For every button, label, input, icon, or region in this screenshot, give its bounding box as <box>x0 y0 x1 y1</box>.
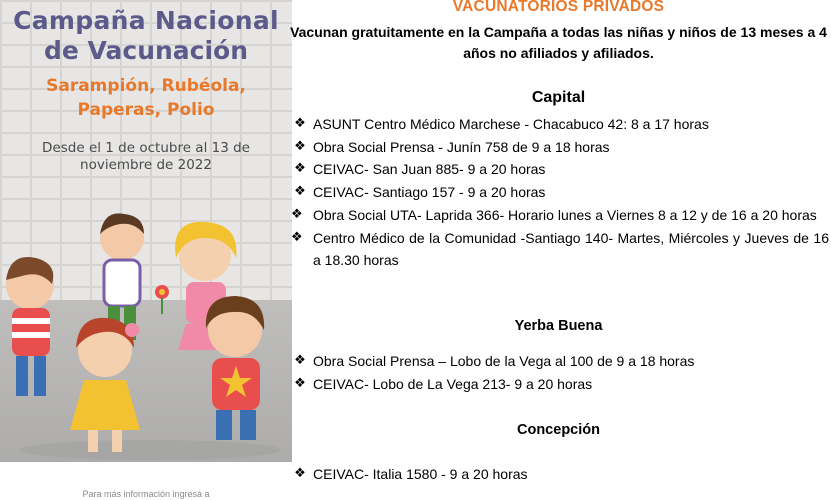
flower-figure <box>155 285 169 314</box>
list-item <box>291 158 829 181</box>
info-intro: Vacunan gratuitamente en la Campaña a todas las niñas y niños de 13 meses a 4 años no afiliados y afiliados. <box>290 24 827 61</box>
list-capital <box>291 113 829 272</box>
list-item-text: CEIVAC- Santiago 157 - 9 a 20 horas <box>313 184 546 201</box>
list-item <box>291 204 829 227</box>
list-item-text: CEIVAC- Lobo de La Vega 213- 9 a 20 horas <box>313 375 593 392</box>
diamond-bullet-icon: ❖ <box>294 353 306 368</box>
campaign-poster <box>0 0 292 500</box>
section-title-yerba-buena: Yerba Buena <box>514 318 603 334</box>
section-title-concepcion: Concepción <box>517 422 600 438</box>
poster-dates: Desde el 1 de octubre al 13 de noviembre de 2022 <box>42 140 250 173</box>
diamond-bullet-icon: ❖ <box>291 206 303 222</box>
poster-title-line2: de Vacunación <box>43 36 249 65</box>
list-item <box>291 227 829 272</box>
list-item <box>291 113 829 136</box>
diamond-bullet-icon: ❖ <box>294 375 306 391</box>
info-header: VACUNATORIOS PRIVADOS <box>452 0 665 15</box>
kid-left-figure <box>6 257 54 396</box>
list-item <box>291 350 829 373</box>
list-item-text: Obra Social Prensa - Junín 758 de 9 a 18 horas <box>313 138 610 155</box>
poster-diseases: Sarampión, Rubéola, Paperas, Polio <box>46 76 246 120</box>
list-item <box>291 373 829 396</box>
list-item-text: CEIVAC- Italia 1580 - 9 a 20 horas <box>313 466 528 482</box>
kid-boy-star-figure <box>206 296 264 440</box>
list-concepcion <box>291 463 829 486</box>
kid-girl-yellow-dress-figure <box>70 318 140 452</box>
section-title-capital: Capital <box>531 89 586 106</box>
diamond-bullet-icon: ❖ <box>291 229 303 245</box>
list-item-text: ASUNT Centro Médico Marchese - Chacabuco 42: 8 a 17 horas <box>313 116 709 132</box>
diamond-bullet-icon: ❖ <box>294 184 306 200</box>
list-item-text: Centro Médico de la Comunidad -Santiago 140- Martes, Miércoles y Jueves de 16 a 18.30 horas <box>313 229 829 269</box>
info-panel <box>286 0 831 500</box>
diamond-bullet-icon: ❖ <box>294 138 306 154</box>
list-yerba-buena <box>291 350 829 395</box>
list-item-text: Obra Social UTA- Laprida 366- Horario lunes a Viernes 8 a 12 y de 16 a 20 horas <box>313 206 817 223</box>
list-item <box>291 463 829 486</box>
children-playing-illustration <box>0 180 292 470</box>
poster-footer: Para más información ingresá a <box>82 489 210 499</box>
diamond-bullet-icon: ❖ <box>294 466 306 481</box>
list-item-text: CEIVAC- San Juan 885- 9 a 20 horas <box>313 161 546 178</box>
poster-title-line1: Campaña Nacional <box>13 6 279 35</box>
diamond-bullet-icon: ❖ <box>294 116 306 131</box>
list-item-text: Obra Social Prensa – Lobo de la Vega al 100 de 9 a 18 horas <box>313 353 695 369</box>
diamond-bullet-icon: ❖ <box>294 161 306 177</box>
list-item <box>291 136 829 159</box>
list-item <box>291 181 829 204</box>
